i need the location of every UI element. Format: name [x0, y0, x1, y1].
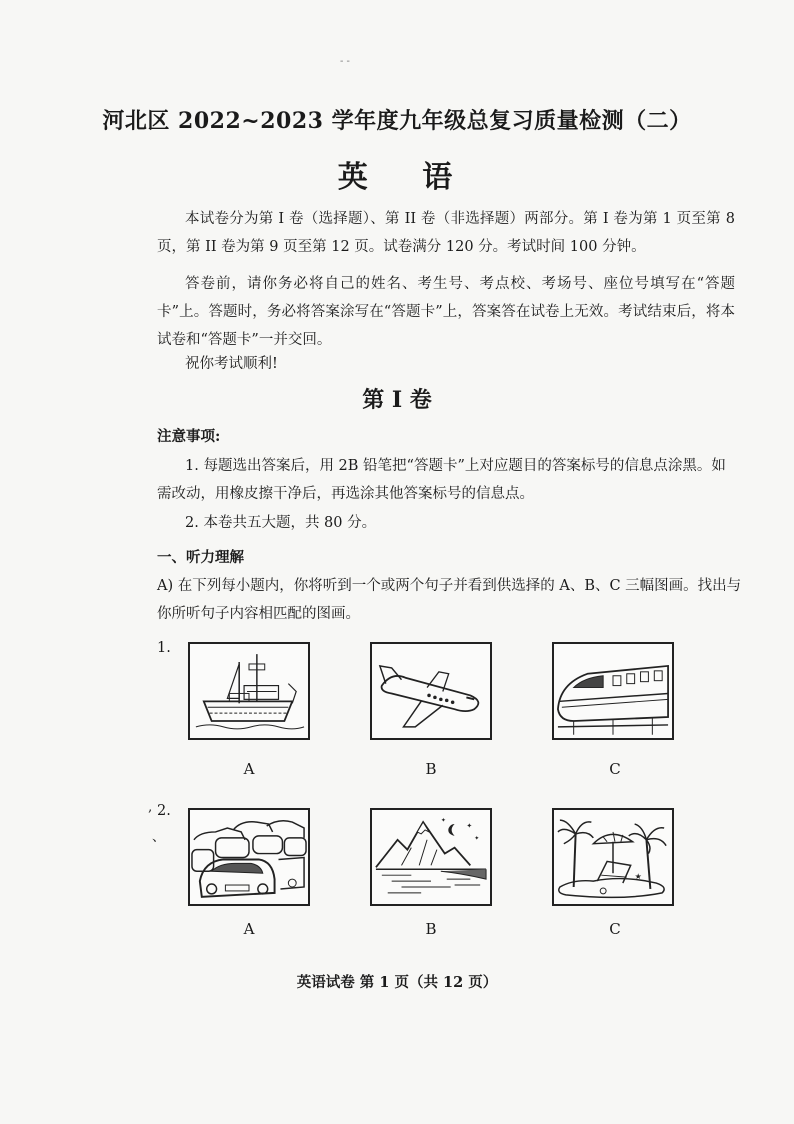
svg-text:✦: ✦: [440, 818, 446, 825]
option-image-train: [552, 642, 674, 740]
svg-text:✦: ✦: [474, 835, 480, 842]
option-image-mountain: [370, 808, 492, 906]
traffic-jam-icon: [190, 810, 308, 904]
section-heading: 一、听力理解: [157, 549, 244, 566]
option-label: A: [243, 760, 255, 778]
intro-paragraph-1: 本试卷分为第 I 卷（选择题）、第 II 卷（非选择题）两部分。第 I 卷为第 1 页至第 8 页，第 II 卷为第 9 页至第 12 页。试卷满分 120 分。考试时间 100 分钟。: [157, 211, 735, 255]
option-image-ship: [188, 642, 310, 740]
mountain-lake-icon: [372, 810, 490, 904]
intro-paragraph-3: 祝你考试顺利!: [185, 356, 278, 372]
option-image-cars: [188, 808, 310, 906]
notice-heading: 注意事项:: [157, 428, 221, 445]
ship-icon: [190, 644, 308, 738]
train-icon: [554, 644, 672, 738]
stray-mark: ‚: [148, 800, 153, 815]
option-label: C: [609, 760, 621, 778]
beach-icon: [554, 810, 672, 904]
exam-title: 河北区 2022~2023 学年度九年级总复习质量检测（二）: [102, 108, 692, 134]
svg-text:★: ★: [634, 872, 642, 882]
stray-mark: 、: [152, 830, 166, 845]
subject-title: 英 语: [337, 160, 475, 195]
option-image-beach: [552, 808, 674, 906]
part-title: 第 I 卷: [362, 387, 432, 413]
question-number: 2.: [157, 803, 171, 819]
svg-text:✦: ✦: [466, 821, 473, 830]
section-instruction: A) 在下列每小题内，你将听到一个或两个句子并看到供选择的 A、B、C 三幅图画。找出与你所听句子内容相匹配的图画。: [157, 578, 742, 622]
option-image-airplane: [370, 642, 492, 740]
option-label: B: [425, 920, 437, 938]
notice-item-2: 2. 本卷共五大题，共 80 分。: [185, 515, 377, 531]
intro-paragraph-2: 答卷前，请你务必将自己的姓名、考生号、考点校、考场号、座位号填写在“答题卡”上。答题时，务必将答案涂写在“答题卡”上，答案答在试卷上无效。考试结束后，将本试卷和“答题卡”一并交回。: [157, 276, 735, 348]
question-number: 1.: [157, 640, 171, 656]
notice-item-1: 1. 每题选出答案后，用 2B 铅笔把“答题卡”上对应题目的答案标号的信息点涂黑。如需改动，用橡皮擦干净后，再选涂其他答案标号的信息点。: [157, 458, 726, 502]
option-label: B: [425, 760, 437, 778]
top-scan-mark: - -: [340, 56, 350, 67]
page-footer: 英语试卷 第 1 页（共 12 页）: [296, 974, 498, 991]
airplane-icon: [372, 644, 490, 738]
option-label: A: [243, 920, 255, 938]
option-label: C: [609, 920, 621, 938]
